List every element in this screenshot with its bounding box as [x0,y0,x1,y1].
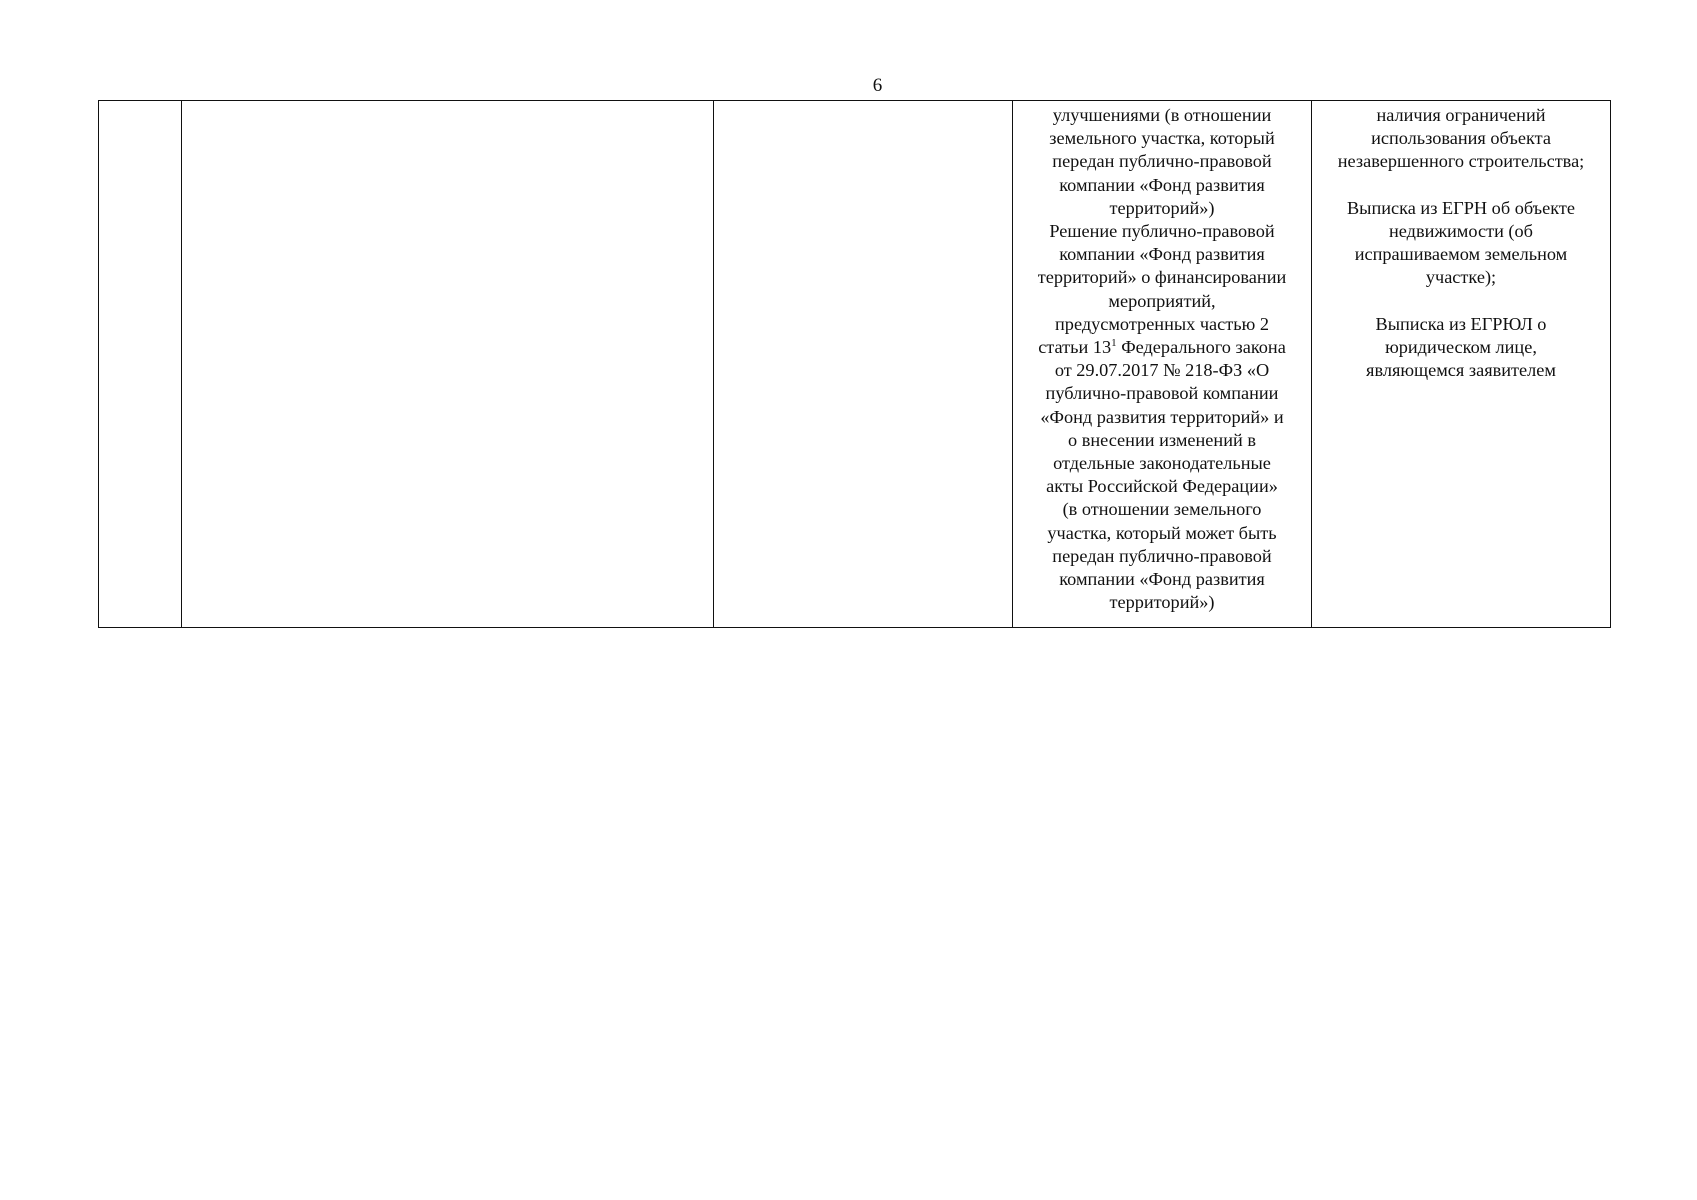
text-line: наличия ограничений [1376,105,1546,125]
text-line: (в отношении земельного [1062,499,1262,520]
statute-line [1019,336,1305,359]
text-line: участке); [1425,267,1497,288]
cell-documents-applicant [1013,101,1312,628]
text-line: Решение публично-правовой [1049,221,1275,242]
text-line: мероприятий, [1108,290,1216,311]
statute-superscript: 1 [1111,336,1117,349]
text-line: земельного участка, который [1049,128,1275,149]
statute-prefix: статьи 13 [1038,337,1112,358]
cell-conditions [714,101,1013,628]
text-line: незавершенного строительства; [1337,151,1585,172]
text-line: территорий») [1109,592,1215,613]
text-line: компании «Фонд развития [1059,174,1265,195]
text-line: передан публично-правовой [1052,545,1272,566]
text-line: публично-правовой компании [1045,383,1279,404]
text-line: о внесении изменений в [1068,429,1256,450]
text-line: от 29.07.2017 № 218-ФЗ «О [1054,360,1270,381]
text-line: отдельные законодательные [1053,453,1271,474]
text-line: Выписка из ЕГРН об объекте [1346,197,1575,218]
text-line: предусмотренных частью 2 [1055,313,1269,334]
text-line: участка, который может быть [1047,522,1277,543]
text-line: акты Российской Федерации» [1046,476,1278,497]
text-line: недвижимости (об [1389,221,1533,241]
cell-number [99,101,182,628]
text-line: передан публично-правовой [1052,151,1272,172]
text-line: компании «Фонд развития [1059,569,1265,590]
cell-documents-interagency [1312,101,1611,628]
text-line: испрашиваемом земельном [1354,244,1568,265]
page-number: 6 [872,75,883,96]
text-line: компании «Фонд развития [1059,244,1265,265]
text-line: юридическом лице, [1385,337,1537,357]
paragraph-gap [1318,174,1604,197]
text-line: «Фонд развития территорий» и [1040,406,1284,427]
text-line: являющемся заявителем [1366,360,1556,381]
text-line: территорий») [1109,197,1215,218]
text-line: территорий» о финансировании [1037,267,1287,288]
requirements-table [98,100,1611,628]
text-line: Выписка из ЕГРЮЛ о [1375,313,1547,334]
text-line: использования объекта [1371,128,1551,149]
table-row [99,101,1611,628]
paragraph-gap [1318,290,1604,313]
cell-description [182,101,714,628]
text-line: улучшениями (в отношении [1052,105,1272,125]
statute-suffix: Федерального закона [1116,337,1286,358]
